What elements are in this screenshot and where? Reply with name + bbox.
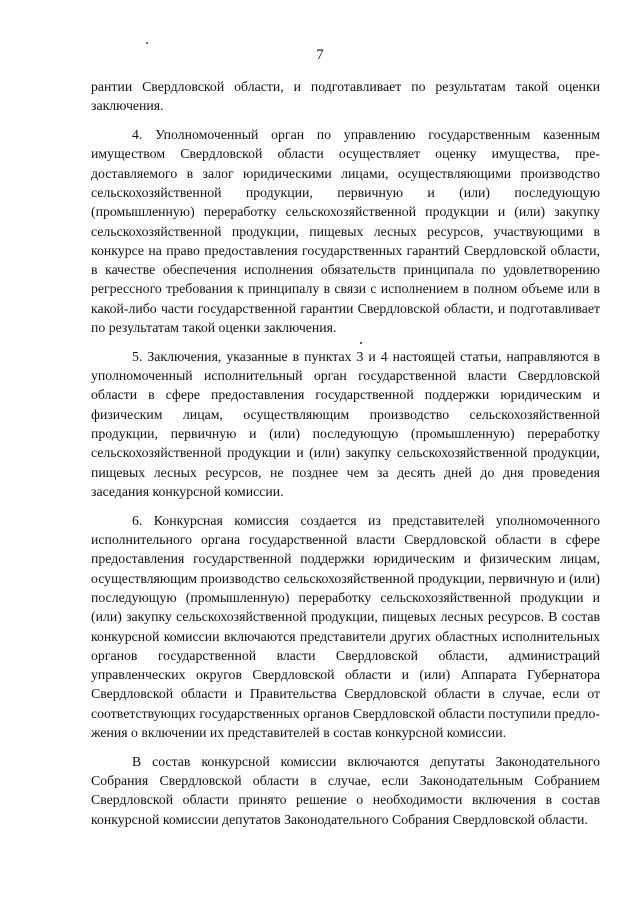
scan-speck [146, 42, 148, 44]
paragraph-item-5: 5. Заключения, указанные в пунктах 3 и 4 настоящей статьи, направляются в уполномоченный исполнительный орган государственной власти Свердловской области в сфере предоставления государственной поддержки юридическим и физическим лицам, осуществляющим производство сельскохозяйственной продукции, первичную и (или) последующую (промышленную) переработку сельскохозяйственной продукции и (или) закупку сельскохозяйственной продукции, пищевых лесных ресурсов, не позднее чем за десять дней до дня проведения заседания конкурсной комиссии. [91, 348, 600, 499]
page-number: 7 [316, 47, 324, 63]
paragraph-deputies: В состав конкурсной комиссии включаются депутаты Законодательного Собрания Свердловской области в случае, если Законодательным Собранием Свердловской области принято решение о необходимости включения в состав конкурсной комиссии депутатов Законодательного Собрания Свердловской области. [91, 753, 600, 827]
document-body [91, 77, 600, 838]
paragraph-item-4: 4. Уполномоченный орган по управлению государственным казенным имуществом Свердловской области осуществляет оценку имущества, предоставляемого в залог юридическими лицами, осуществляющими производство сельскохозяйственной продукции, первичную и (или) последующую (промышленную) переработку сельскохозяйственной продукции и (или) закупку сельскохозяйственной продукции, пищевых лесных ресурсов, участвующими в конкурсе на право предоставления государственных гарантий Свердловской области, в качестве обеспечения исполнения обязательств принципала по удовлетворению регрессного требования к принципалу в связи с исполнением в полном объеме или в какой-либо части государственной гарантии Свердловской области, и подготавливает по результатам такой оценки заключения. [91, 127, 600, 336]
paragraph-item-6: 6. Конкурсная комиссия создается из представителей уполномоченного исполнительного органа государственной власти Свердловской области в сфере предоставления государственной поддержки юридическим и физическим лицам, осуществляющим производство сельскохозяйственной продукции, первичную и (или) последующую (промышленную) переработку сельскохозяйственной продукции и (или) закупку сельскохозяйственной продукции, пищевых лесных ресурсов. В состав конкурсной комиссии включаются представители других областных исполнительных органов государственной власти Свердловской области, администраций управленческих округов Свердловской области и (или) Аппарата Губернатора Свердловской области и Правительства Свердловской области в случае, если от соответствующих государственных органов Свердловской области поступили предложения о включении их представителей в состав конкурсной комиссии. [91, 512, 600, 740]
paragraph-continuation: рантии Свердловской области, и подготавливает по результатам такой оценки заключения. [91, 79, 600, 114]
